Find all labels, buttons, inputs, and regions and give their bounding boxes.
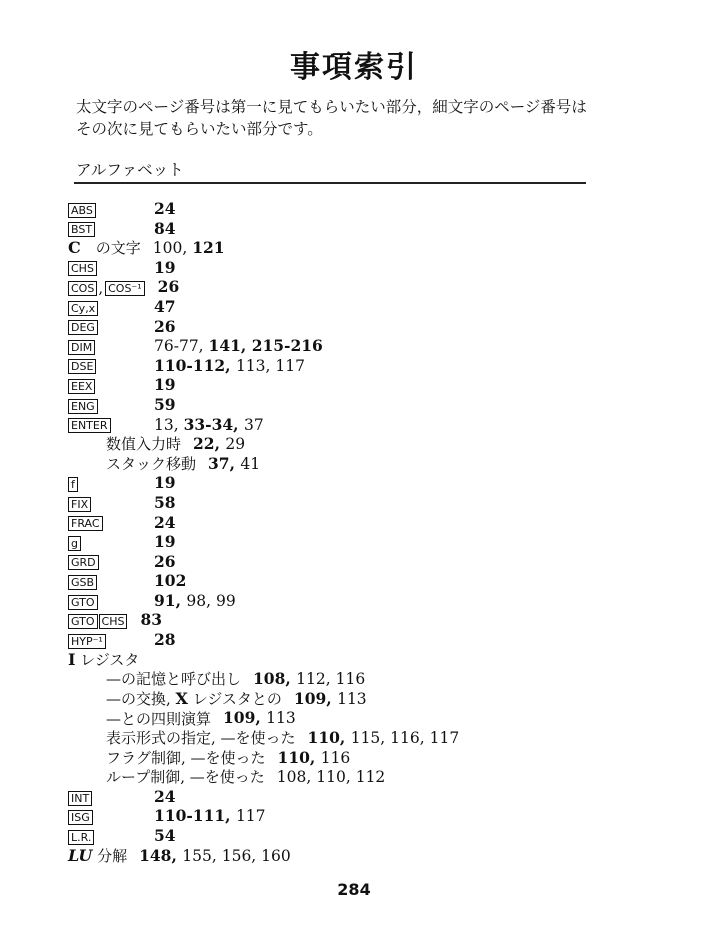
entry-pages: [154, 375, 176, 395]
page-ref: 98,: [186, 591, 216, 610]
key-label: GRD: [68, 555, 99, 570]
entry-pages: [158, 277, 180, 297]
entry-term: [68, 788, 93, 808]
index-entry: [68, 650, 628, 670]
entry-term: [106, 434, 181, 455]
term-text: レジスタ: [75, 650, 140, 669]
term-text: レジスタとの: [187, 690, 282, 709]
index-entry: [68, 591, 628, 611]
index-entry: [68, 493, 628, 513]
page-ref: 112,: [296, 670, 336, 689]
page-ref: 109,: [293, 688, 338, 708]
entry-term: [68, 650, 139, 671]
entry-term: [68, 846, 127, 867]
entry-pages: [154, 219, 176, 239]
page-ref: 110-112,: [154, 355, 236, 375]
entry-term: [106, 689, 282, 710]
entry-term: [68, 474, 79, 494]
entry-pages: [154, 787, 176, 807]
index-entry: [68, 513, 628, 533]
intro-text: 太文字のページ番号は第一に見てもらいたい部分，細文字のページ番号はその次に見てもらいたい部分です。: [76, 98, 587, 138]
index-entry: [68, 473, 628, 493]
index-entry: [68, 728, 628, 748]
page-ref: 156,: [221, 846, 262, 865]
page-ref: 100,: [152, 239, 193, 258]
key-label: GTO: [68, 595, 98, 610]
key-label: CHS: [99, 614, 128, 629]
entry-pages: [308, 728, 460, 749]
term-text: の文字: [80, 239, 141, 258]
key-label: ISG: [68, 810, 93, 825]
key-label: f: [68, 477, 78, 492]
entry-term: [68, 317, 99, 337]
page-ref: 76-77,: [154, 337, 209, 356]
page-ref: 215-216: [251, 336, 323, 356]
term-text: I: [68, 649, 76, 669]
index-entry: [68, 689, 628, 709]
term-text: —との四則演算: [106, 709, 212, 728]
entry-pages: [154, 473, 176, 493]
entry-pages: [140, 610, 162, 630]
key-label: DSE: [68, 359, 96, 374]
term-text: ループ制御, —を使った: [106, 768, 265, 787]
page-ref: 19: [154, 532, 176, 552]
key-label: L.R.: [68, 830, 94, 845]
page-ref: 108,: [276, 768, 317, 787]
page-ref: 99: [215, 591, 236, 610]
key-label: Cy,x: [68, 301, 98, 316]
page-ref: 110,: [277, 747, 321, 767]
index-entry: [68, 336, 628, 356]
page-ref: 24: [154, 512, 176, 532]
page-ref: 110,: [307, 728, 351, 748]
index-entry: [68, 571, 628, 591]
index-entry: [68, 434, 628, 454]
separator: ,: [98, 278, 104, 297]
page-ref: 115,: [350, 729, 391, 748]
entry-term: [68, 533, 82, 553]
index-entry: [68, 806, 628, 826]
term-text: 表示形式の指定, —を使った: [106, 729, 296, 748]
page-ref: 108,: [253, 669, 297, 689]
entry-pages: [139, 846, 291, 867]
index-entry: [68, 277, 628, 297]
entry-pages: [154, 591, 236, 612]
index-entry: [68, 454, 628, 474]
page-ref: 54: [154, 826, 176, 845]
index-entry: [68, 669, 628, 689]
key-label: FIX: [68, 497, 91, 512]
index-entry: [68, 532, 628, 552]
section-heading: アルファベット: [76, 161, 184, 179]
page-ref: 117: [235, 807, 266, 826]
term-text: フラグ制御, —を使った: [106, 748, 266, 767]
entry-pages: [294, 689, 367, 710]
key-label: CHS: [68, 261, 97, 276]
entry-term: [68, 631, 107, 651]
entry-term: [68, 337, 96, 357]
key-label: GTO: [68, 614, 98, 629]
entry-pages: [154, 630, 176, 650]
index-entry: [68, 708, 628, 728]
entry-pages: [277, 767, 386, 788]
index-entry: [68, 748, 628, 768]
entry-term: [68, 258, 98, 278]
page-ref: 37: [243, 415, 264, 434]
index-entry: [68, 317, 628, 337]
key-label: ENG: [68, 399, 98, 414]
page-ref: 117: [429, 729, 460, 748]
page-ref: 160: [261, 846, 291, 865]
index-entry: [68, 258, 628, 278]
entry-pages: [278, 748, 351, 769]
key-label: ENTER: [68, 418, 111, 433]
page-ref: 19: [154, 473, 176, 493]
term-text: 数值入力時: [106, 435, 182, 454]
key-label: BST: [68, 222, 95, 237]
index-entry: [68, 219, 628, 239]
key-label: DEG: [68, 320, 98, 335]
page-ref: 83: [140, 610, 163, 630]
index-entry: [68, 395, 628, 415]
entry-pages: [154, 199, 176, 219]
key-label: INT: [68, 791, 92, 806]
page-ref: 155,: [182, 846, 222, 865]
page-ref: 116: [335, 670, 366, 689]
index-entry: [68, 767, 628, 787]
entry-term: [68, 611, 128, 631]
term-text: C: [68, 238, 81, 258]
term-text: スタック移動: [106, 454, 197, 473]
entry-pages: [154, 571, 186, 591]
entry-term: [68, 513, 104, 533]
entry-pages: [154, 513, 176, 533]
page-ref: 141,: [208, 336, 252, 356]
entry-term: [106, 767, 265, 788]
index-entry: [68, 199, 628, 219]
key-label: GSB: [68, 575, 97, 590]
entry-term: [68, 219, 96, 239]
page-ref: 24: [154, 786, 176, 806]
section-divider: [74, 182, 586, 184]
key-label: FRAC: [68, 516, 103, 531]
page-ref: 41: [240, 454, 261, 473]
entry-term: [106, 669, 241, 690]
index-entry: [68, 610, 628, 630]
entry-term: [106, 454, 196, 475]
page-ref: 116,: [390, 729, 430, 748]
page-title: 事項索引: [290, 50, 418, 85]
entry-term: [106, 709, 211, 730]
page-ref: 117: [275, 356, 305, 375]
page-ref: 91,: [154, 590, 187, 610]
entry-term: [106, 748, 266, 769]
entry-term: [68, 494, 92, 514]
page-ref: 47: [154, 296, 176, 316]
index-entries: [68, 199, 628, 865]
page-ref: 116: [320, 748, 351, 767]
entry-term: [68, 396, 99, 416]
page-ref: 59: [154, 394, 176, 414]
page-ref: 113: [266, 709, 296, 728]
page-ref: 84: [154, 218, 176, 238]
page-ref: 58: [154, 492, 176, 512]
entry-pages: [153, 238, 225, 259]
entry-pages: [154, 493, 176, 513]
entry-term: [68, 238, 141, 259]
entry-pages: [154, 552, 176, 572]
page-ref: 112: [355, 768, 386, 787]
entry-pages: [154, 806, 266, 827]
entry-term: [68, 552, 100, 572]
term-text: —の記憶と呼び出し: [106, 670, 242, 689]
page-ref: 19: [154, 375, 176, 395]
entry-term: [68, 827, 95, 847]
page-ref: 148,: [139, 845, 183, 865]
key-label: EEX: [68, 379, 95, 394]
term-text: X: [175, 689, 188, 709]
page-ref: 22,: [193, 434, 226, 454]
entry-pages: [154, 826, 176, 846]
page-ref: 28: [154, 630, 176, 650]
key-label: DIM: [68, 340, 95, 355]
index-entry: [68, 238, 628, 258]
page-ref: 110-111,: [154, 806, 236, 826]
index-entry: [68, 415, 628, 435]
entry-pages: [208, 454, 260, 475]
page-ref: 26: [154, 551, 176, 571]
entry-term: [68, 572, 98, 592]
page-ref: 26: [154, 316, 176, 336]
entry-pages: [193, 434, 245, 455]
entry-pages: [154, 258, 176, 278]
page-ref: 121: [192, 238, 225, 258]
page-ref: 113: [337, 689, 367, 708]
page-ref: 109,: [223, 708, 267, 728]
entry-pages: [154, 297, 176, 317]
entry-term: [68, 415, 112, 435]
key-label: g: [68, 536, 81, 551]
entry-pages: [223, 708, 296, 729]
index-entry: [68, 826, 628, 846]
entry-pages: [253, 669, 365, 690]
page-ref: 33-34,: [183, 414, 244, 434]
entry-term: [68, 278, 146, 299]
term-text: —の交換,: [106, 690, 176, 709]
entry-term: [68, 356, 97, 376]
entry-term: [106, 728, 296, 749]
key-label: ABS: [68, 203, 96, 218]
index-entry: [68, 630, 628, 650]
page-ref: 26: [157, 277, 180, 297]
entry-term: [68, 592, 99, 612]
page-ref: 13,: [154, 415, 184, 434]
entry-term: [68, 200, 97, 220]
term-text: 分解: [92, 846, 128, 865]
index-entry: [68, 846, 628, 866]
entry-term: [68, 298, 99, 318]
page-ref: 102: [154, 571, 187, 591]
term-text: LU: [68, 845, 93, 865]
key-label: HYP⁻¹: [68, 634, 106, 649]
entry-term: [68, 807, 94, 827]
entry-term: [68, 376, 96, 396]
entry-pages: [154, 532, 176, 552]
page-ref: 110,: [316, 768, 356, 787]
entry-pages: [154, 415, 264, 436]
entry-pages: [154, 317, 176, 337]
entry-pages: [154, 356, 305, 377]
page-ref: 24: [154, 199, 176, 218]
index-entry: [68, 552, 628, 572]
page-ref: 113,: [235, 356, 276, 375]
page-ref: 19: [154, 257, 176, 277]
key-label: COS: [68, 281, 97, 296]
page-ref: 37,: [208, 453, 241, 473]
index-entry: [68, 297, 628, 317]
page-ref: 29: [225, 435, 246, 454]
index-entry: [68, 356, 628, 376]
page-number: 284: [337, 880, 371, 899]
index-entry: [68, 787, 628, 807]
entry-pages: [154, 336, 323, 357]
index-entry: [68, 375, 628, 395]
key-label: COS⁻¹: [105, 281, 145, 296]
entry-pages: [154, 395, 176, 415]
